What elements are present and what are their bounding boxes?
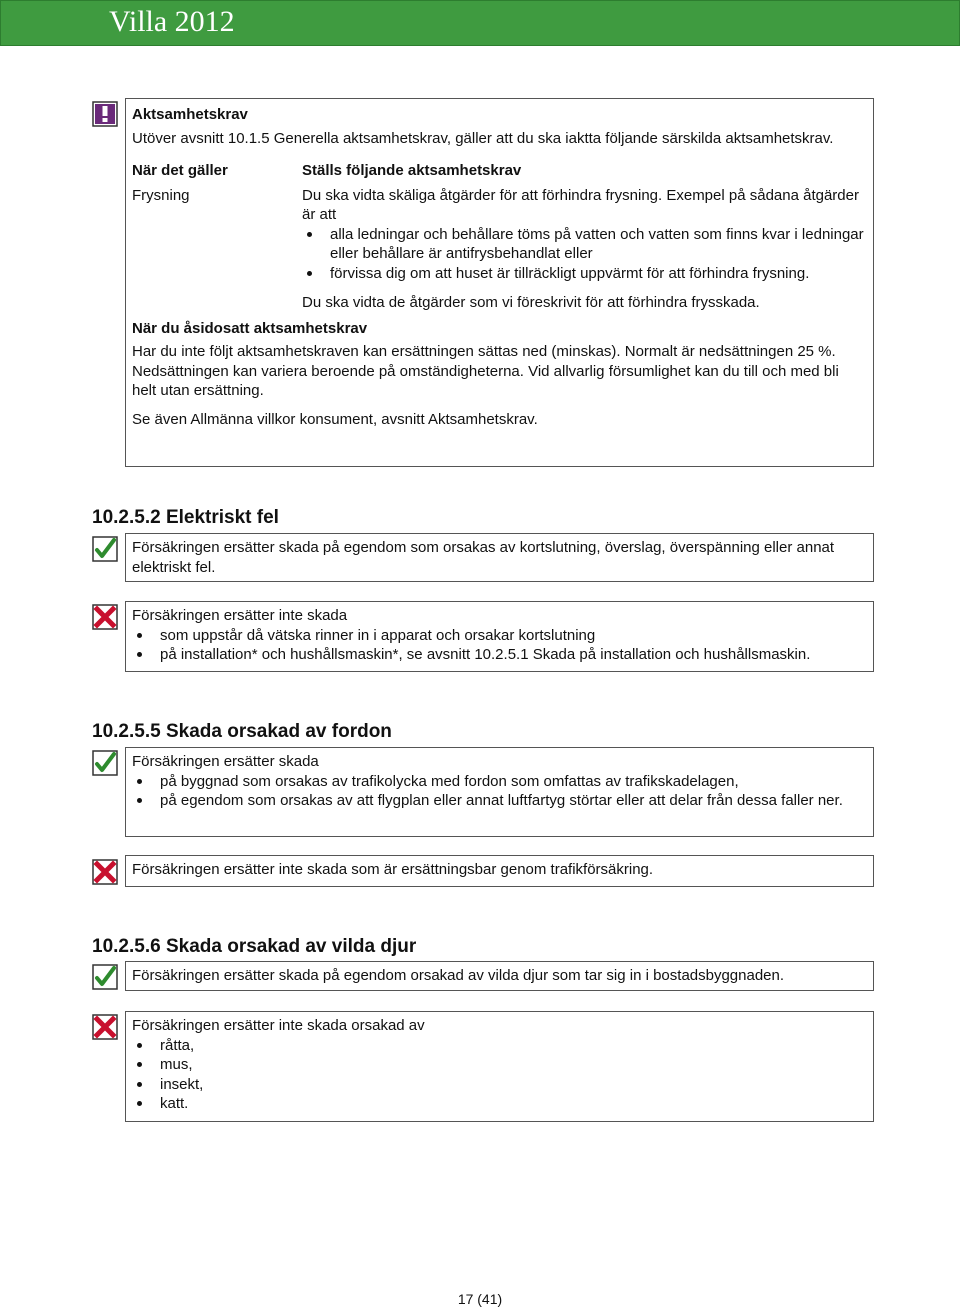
document-title: Villa 2012: [109, 5, 235, 38]
list-item: förvissa dig om att huset är tillräckligt uppvärmt för att förhindra frysning.: [302, 264, 867, 284]
cross-icon: [92, 604, 118, 630]
list-item: på egendom som orsakas av att flygplan eller annat luftfartyg störtar eller att delar från dessa faller ner.: [132, 791, 867, 811]
section-title-fordon: 10.2.5.5 Skada orsakad av fordon: [92, 721, 392, 742]
covered-intro: Försäkringen ersätter skada: [132, 753, 319, 770]
covered-box: [125, 747, 874, 837]
list-item: mus,: [132, 1055, 867, 1075]
check-icon: [92, 964, 118, 990]
col-header-requirement: Ställs följande aktsamhetskrav: [302, 162, 522, 179]
covered-text: Försäkringen ersätter skada på egendom som orsakas av kortslutning, överslag, överspänning eller annat elektriskt fel.: [132, 539, 835, 576]
col-header-when: När det gäller: [132, 162, 228, 179]
page-number: 17 (41): [457, 1291, 503, 1307]
not-covered-box: [125, 855, 874, 887]
list-item: råtta,: [132, 1036, 867, 1056]
not-covered-list: [132, 626, 867, 665]
list-item: alla ledningar och behållare töms på vatten och vatten som finns kvar i ledningar eller behållare är antifrysbehandlat eller: [302, 225, 867, 264]
row-text: Du ska vidta skäliga åtgärder för att förhindra frysning. Exempel på sådana åtgärder är att: [302, 186, 859, 223]
section-title-elektriskt-fel: 10.2.5.2 Elektriskt fel: [92, 507, 279, 528]
not-covered-list: [132, 1036, 867, 1114]
check-icon: [92, 536, 118, 562]
neglect-text: Har du inte följt aktsamhetskraven kan ersättningen sättas ned (minskas). Normalt är nedsättningen 25 %. Nedsättningen kan variera beroende på omständigheterna. Vid allvarlig försumlighet kan du till och med bli helt utan ersättning.: [132, 343, 839, 399]
neglect-heading: När du åsidosatt aktsamhetskrav: [132, 319, 368, 337]
cross-icon: [92, 1014, 118, 1040]
row-requirement: [302, 186, 867, 313]
covered-box: [125, 961, 874, 991]
header-bar: [0, 0, 960, 46]
aktsamhet-table: [132, 161, 867, 313]
aktsamhet-intro: Utöver avsnitt 10.1.5 Generella aktsamhetskrav, gäller att du ska iaktta följande särskilda aktsamhetskrav.: [132, 129, 834, 147]
covered-box: [125, 533, 874, 582]
list-item: insekt,: [132, 1075, 867, 1095]
not-covered-box: [125, 1011, 874, 1122]
aktsamhet-box: [125, 98, 874, 467]
not-covered-intro: Försäkringen ersätter inte skada: [132, 607, 348, 624]
section-title-vilda-djur: 10.2.5.6 Skada orsakad av vilda djur: [92, 936, 417, 957]
covered-text: Försäkringen ersätter skada på egendom orsakad av vilda djur som tar sig in i bostadsbyggnaden.: [132, 967, 785, 984]
aktsamhet-heading: Aktsamhetskrav: [132, 106, 248, 123]
cross-icon: [92, 859, 118, 885]
check-icon: [92, 750, 118, 776]
not-covered-intro: Försäkringen ersätter inte skada orsakad av: [132, 1017, 425, 1034]
see-also-text: Se även Allmänna villkor konsument, avsnitt Aktsamhetskrav.: [132, 410, 538, 428]
row-after-text: Du ska vidta de åtgärder som vi föreskrivit för att förhindra frysskada.: [302, 294, 760, 311]
list-item: katt.: [132, 1094, 867, 1114]
covered-list: [132, 772, 867, 811]
frysning-bullet-list: [302, 225, 867, 284]
list-item: som uppstår då vätska rinner in i apparat och orsakar kortslutning: [132, 626, 867, 646]
list-item: på installation* och hushållsmaskin*, se avsnitt 10.2.5.1 Skada på installation och hushållsmaskin.: [132, 645, 867, 665]
row-label-frysning: Frysning: [132, 186, 190, 204]
list-item: på byggnad som orsakas av trafikolycka med fordon som omfattas av trafikskadelagen,: [132, 772, 867, 792]
not-covered-text: Försäkringen ersätter inte skada som är ersättningsbar genom trafikförsäkring.: [132, 861, 654, 878]
not-covered-box: [125, 601, 874, 672]
warning-icon: [92, 101, 118, 127]
